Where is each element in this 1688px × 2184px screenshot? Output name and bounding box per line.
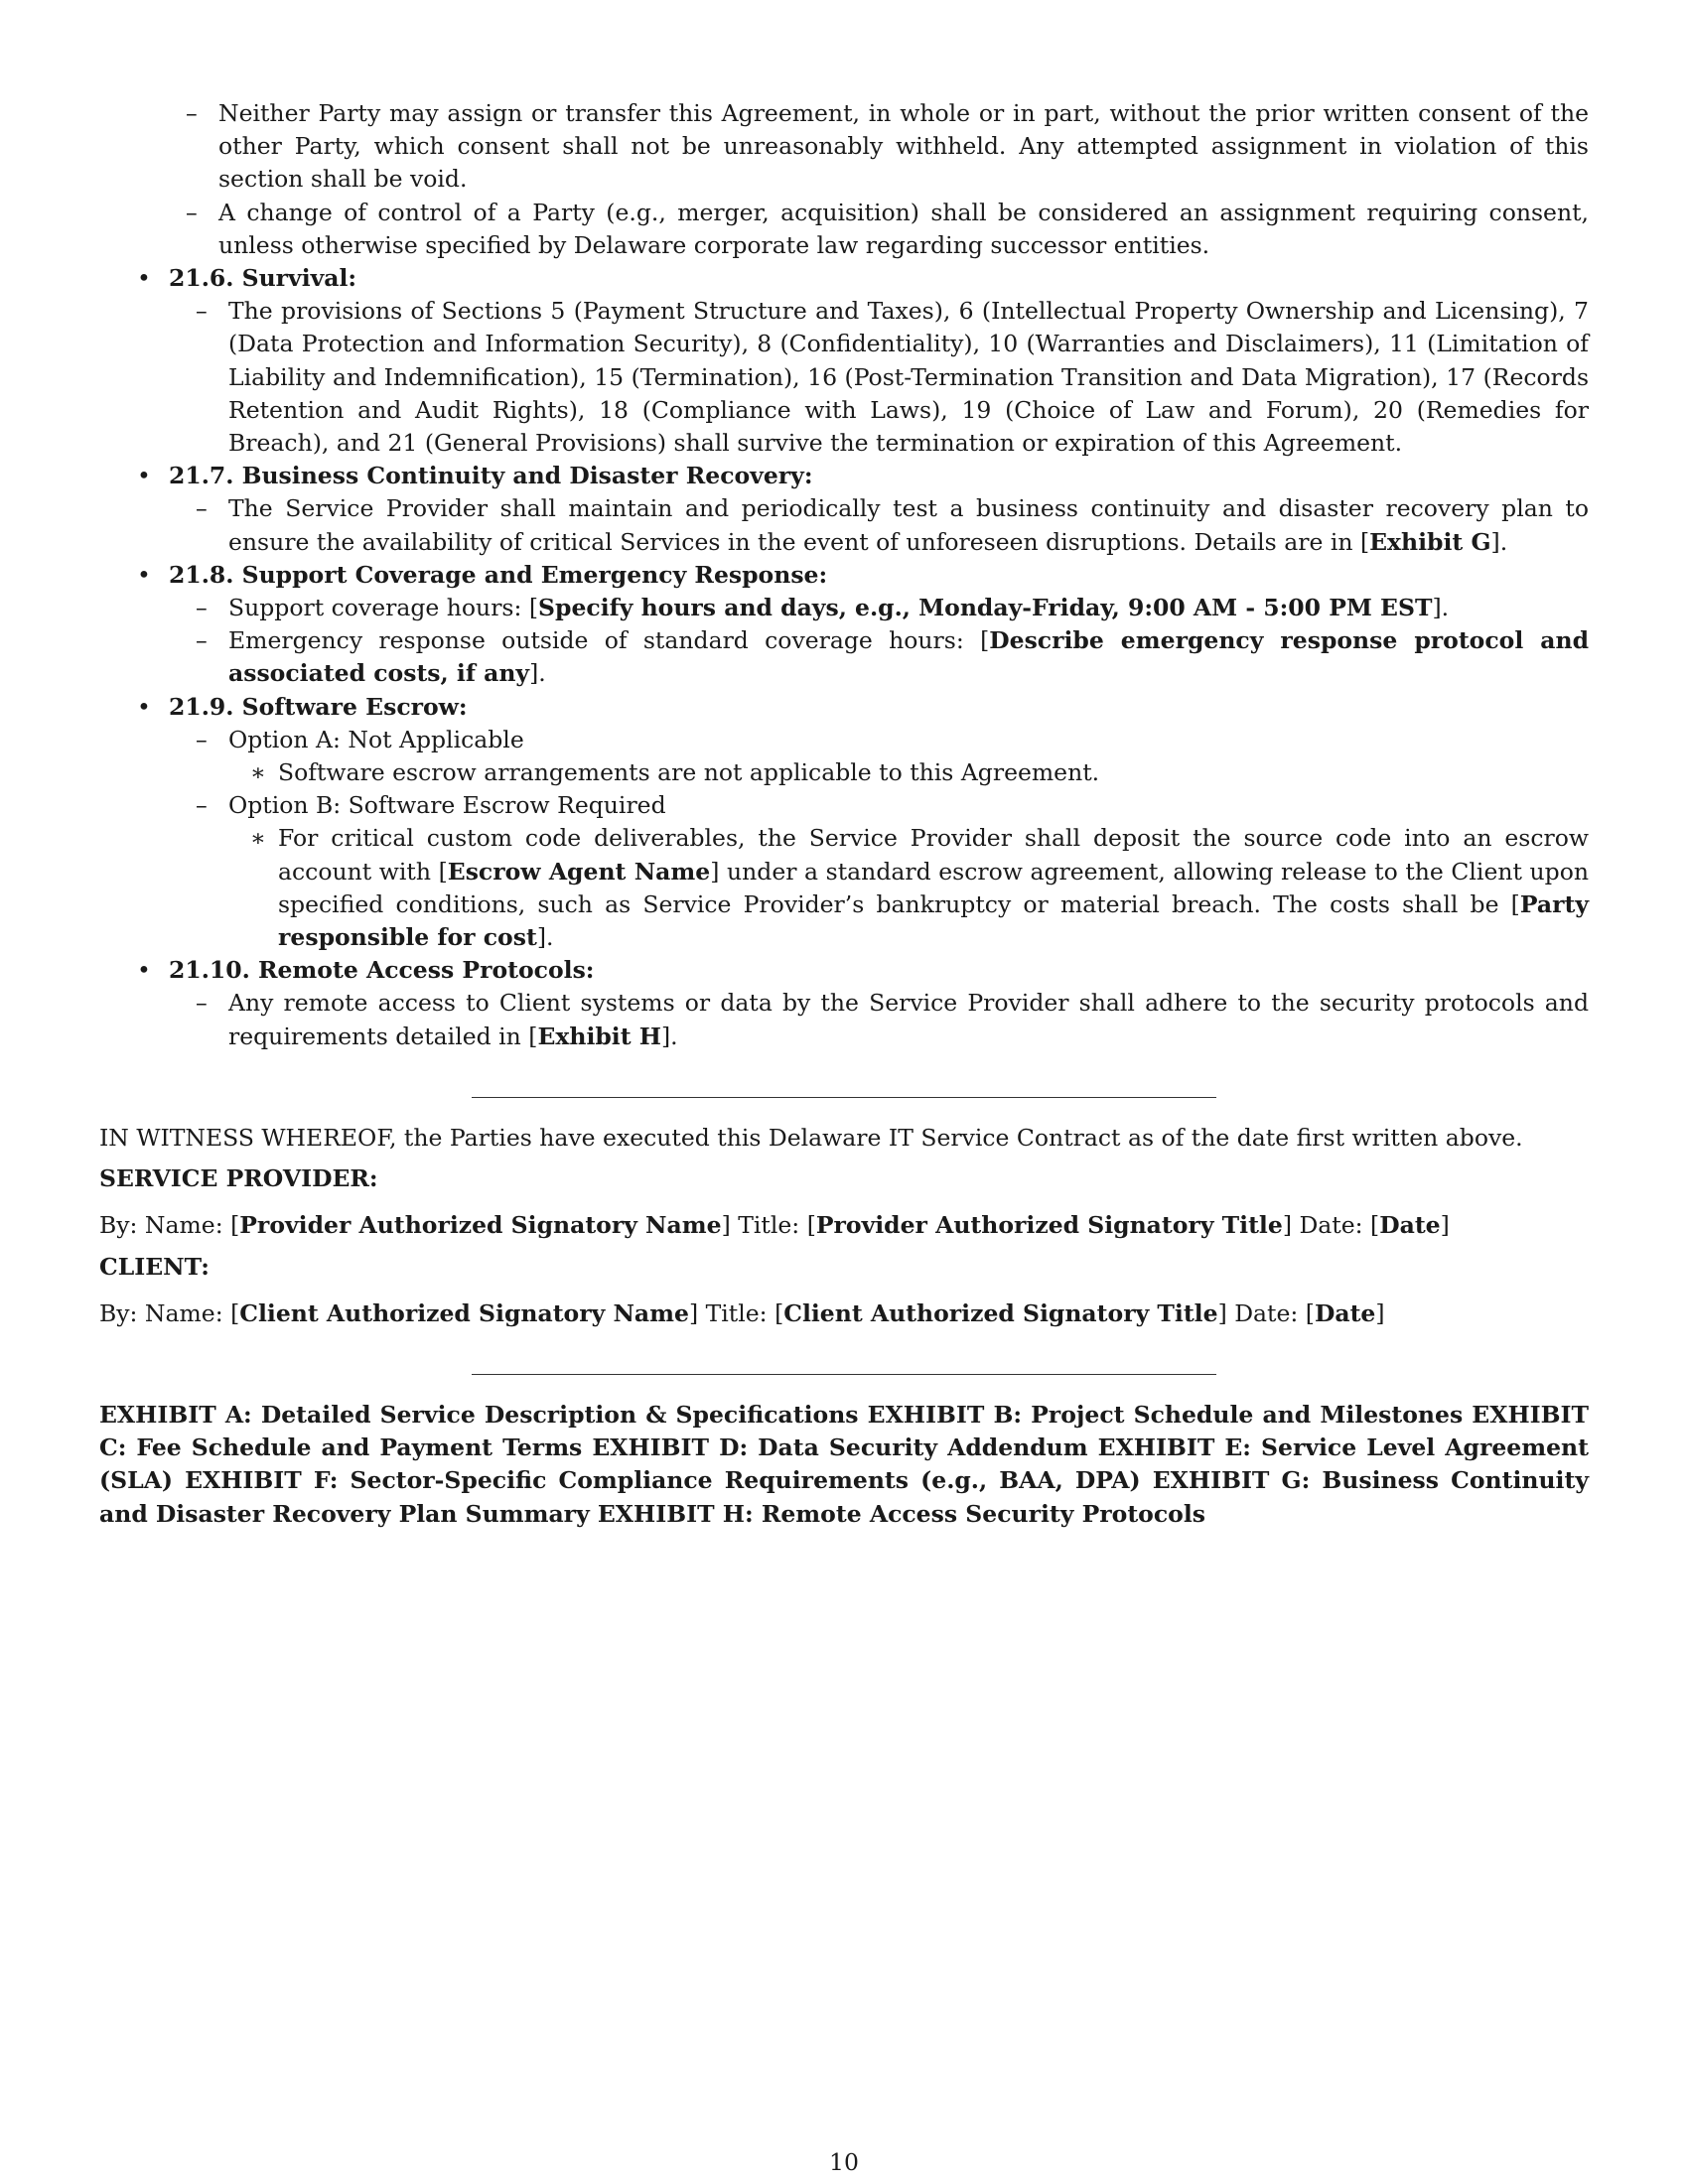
bullet-marker: • — [137, 560, 151, 589]
section-software-escrow — [99, 691, 1589, 955]
placeholder-field: Client Authorized Signatory Title — [783, 1298, 1218, 1327]
horizontal-divider — [472, 1097, 1216, 1098]
list-item: – Neither Party may assign or transfer this Agreement, in whole or in part, without the prior written consent of the other Party, which consent shall not be unreasonably withheld. Any attempted assignment in violation of this section shall be void. — [186, 99, 1589, 194]
list-item: – Emergency response outside of standard coverage hours: [Describe emergency response protocol and associated costs, if any]. — [196, 626, 1590, 688]
list-item: – Any remote access to Client systems or data by the Service Provider shall adhere to the security protocols and requirements detailed in [Exhibit H]. — [196, 989, 1589, 1050]
dash-marker: – — [186, 99, 198, 127]
dash-marker: – — [186, 198, 198, 226]
dash-marker: – — [196, 725, 208, 753]
section-heading: 21.6. Survival: — [169, 264, 357, 293]
placeholder-field: Describe emergency response protocol and associated costs, if any — [228, 626, 1590, 688]
placeholder-field: Client Authorized Signatory Name — [239, 1298, 689, 1327]
bullet-marker: • — [137, 264, 151, 293]
section-heading: 21.9. Software Escrow: — [169, 692, 468, 721]
assignment-list — [159, 97, 1589, 262]
exhibits-list: EXHIBIT A: Detailed Service Description & Specifications EXHIBIT B: Project Schedule and Milestones EXHIBIT C: Fee Schedule and Payment Terms EXHIBIT D: Data Security Addendum EXHIBIT E: Service Level Agreement (SLA) EXHIBIT F: Sector-Specific Compliance Requirements (e.g., BAA, DPA) EXHIBIT G: Business Continuity and Disaster Recovery Plan Summary EXHIBIT H: Remote Access Security Protocols — [99, 1400, 1589, 1528]
section-heading: 21.7. Business Continuity and Disaster Recovery: — [169, 462, 813, 490]
dash-marker: – — [196, 989, 208, 1018]
placeholder-field: Date — [1379, 1211, 1441, 1240]
provisions-list — [99, 262, 1589, 1053]
client-signature-line: By: Name: [Client Authorized Signatory Name] Title: [Client Authorized Signatory Title] Date: [Date] — [99, 1298, 1385, 1327]
dash-marker: – — [196, 494, 208, 523]
provider-signature-line: By: Name: [Provider Authorized Signatory Name] Title: [Provider Authorized Signatory Title] Date: [Date] — [99, 1211, 1450, 1240]
witness-statement: IN WITNESS WHEREOF, the Parties have executed this Delaware IT Service Contract as of the date first written above. — [99, 1123, 1523, 1152]
list-item: – The Service Provider shall maintain and periodically test a business continuity and disaster recovery plan to ensure the availability of critical Services in the event of unforeseen disruptions. Details are in [Exhibit G]. — [196, 494, 1589, 556]
section-support-coverage — [99, 559, 1589, 691]
list-item: – The provisions of Sections 5 (Payment Structure and Taxes), 6 (Intellectual Property Ownership and Licensing), 7 (Data Protection and Information Security), 8 (Confidentiality), 10 (Warranties and Disclaimers), 11 (Limitation of Liability and Indemnification), 15 (Termination), 16 (Post-Termination Transition and Data Migration), 17 (Records Retention and Audit Rights), 18 (Compliance with Laws), 19 (Choice of Law and Forum), 20 (Remedies for Breach), and 21 (General Provisions) shall survive the termination or expiration of this Agreement. — [196, 297, 1589, 458]
list-item: ∗ Software escrow arrangements are not applicable to this Agreement. — [228, 756, 1589, 789]
placeholder-field: Party responsible for cost — [278, 889, 1589, 952]
list-item: – Support coverage hours: [Specify hours and days, e.g., Monday-Friday, 9:00 AM - 5:00 PM EST]. — [169, 592, 1589, 624]
service-provider-heading: SERVICE PROVIDER: — [99, 1164, 378, 1193]
exhibit-reference: Exhibit G — [1369, 527, 1491, 556]
bullet-marker: • — [137, 462, 151, 490]
list-item: – Option A: Not Applicable ∗ Software escrow arrangements are not applicable to this Agreement. — [169, 724, 1589, 789]
placeholder-field: Escrow Agent Name — [447, 857, 711, 886]
star-marker: ∗ — [250, 758, 266, 787]
section-heading: 21.10. Remote Access Protocols: — [169, 956, 595, 985]
section-survival — [99, 262, 1589, 460]
document-page — [99, 97, 1589, 1531]
star-marker: ∗ — [250, 824, 266, 853]
section-heading: 21.8. Support Coverage and Emergency Response: — [169, 560, 828, 589]
horizontal-divider — [472, 1374, 1216, 1375]
section-business-continuity — [99, 460, 1589, 559]
client-heading: CLIENT: — [99, 1252, 210, 1281]
exhibit-reference: Exhibit H — [537, 1022, 661, 1050]
section-remote-access — [99, 954, 1589, 1053]
dash-marker: – — [196, 791, 208, 820]
dash-marker: – — [196, 626, 208, 655]
page-number: 10 — [829, 2148, 859, 2176]
dash-marker: – — [196, 594, 208, 622]
bullet-marker: • — [137, 956, 151, 985]
dash-marker: – — [196, 297, 208, 326]
placeholder-field: Specify hours and days, e.g., Monday-Friday, 9:00 AM - 5:00 PM EST — [538, 594, 1433, 622]
list-item: – Option B: Software Escrow Required ∗ For critical custom code deliverables, the Service Provider shall deposit the source code into an escrow account with [Escrow Agent Name] under a standard escrow agreement, allowing release to the Client upon specified conditions, such as Service Provider’s bankruptcy or material breach. The costs shall be [Party responsible for cost]. — [169, 789, 1589, 954]
list-item: ∗ For critical custom code deliverables, the Service Provider shall deposit the source code into an escrow account with [Escrow Agent Name] under a standard escrow agreement, allowing release to the Client upon specified conditions, such as Service Provider’s bankruptcy or material breach. The costs shall be [Party responsible for cost]. — [250, 824, 1589, 952]
placeholder-field: Provider Authorized Signatory Name — [239, 1211, 722, 1240]
placeholder-field: Provider Authorized Signatory Title — [815, 1211, 1283, 1240]
list-item: – A change of control of a Party (e.g., merger, acquisition) shall be considered an assignment requiring consent, unless otherwise specified by Delaware corporate law regarding successor entities. — [186, 198, 1589, 259]
placeholder-field: Date — [1314, 1298, 1376, 1327]
bullet-marker: • — [137, 692, 151, 721]
